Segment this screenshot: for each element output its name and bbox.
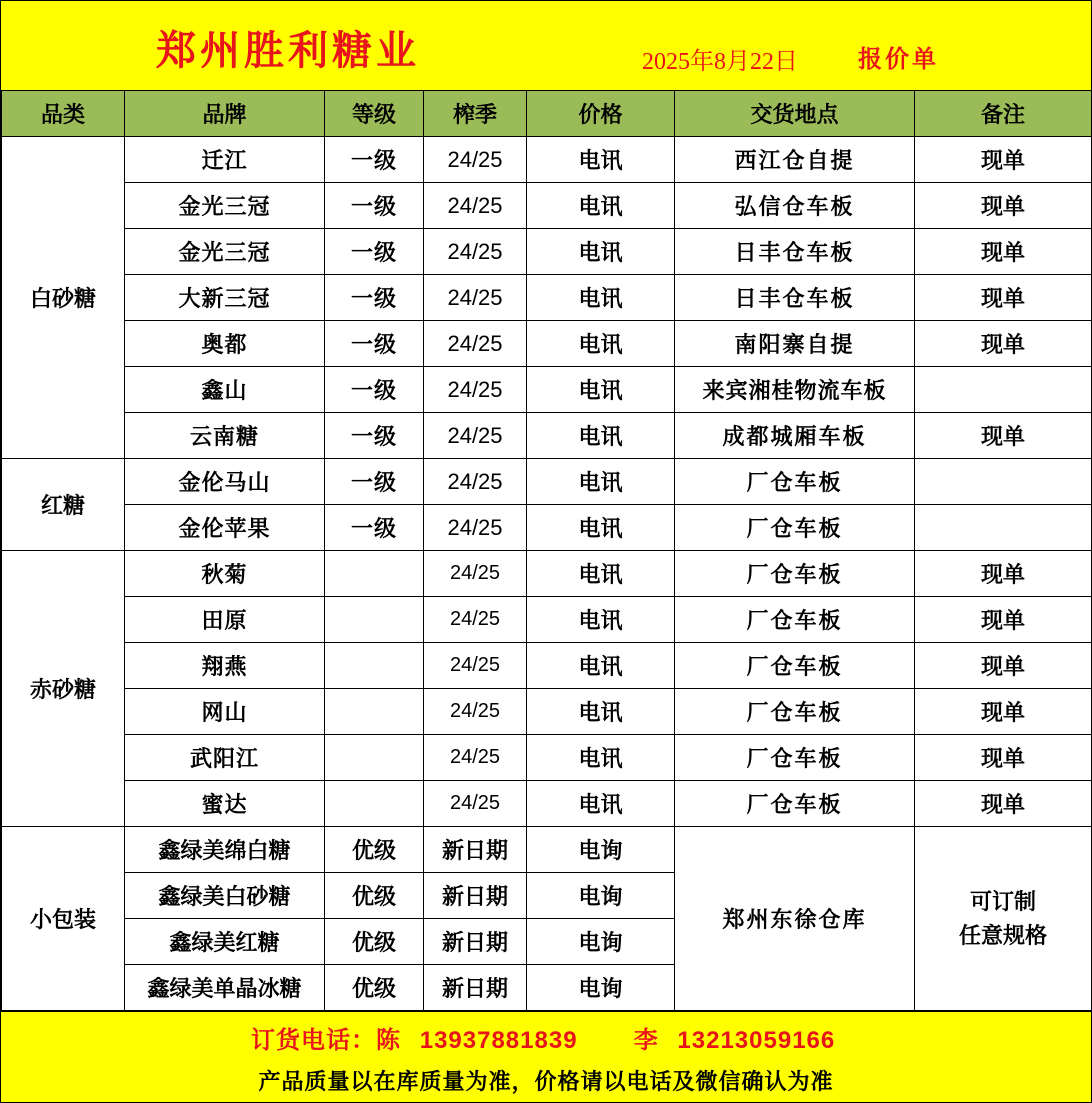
order-contact-bar <box>1 1011 1091 1058</box>
table-row <box>2 551 1092 597</box>
grade-cell: 优级 <box>325 919 424 965</box>
season-cell: 24/25 <box>424 229 527 275</box>
price-cell: 电讯 <box>527 459 675 505</box>
grade-cell: 一级 <box>325 505 424 551</box>
note-line: 可订制 <box>969 888 1036 915</box>
phone-li[interactable]: 13213059166 <box>677 1027 836 1054</box>
delivery-place-cell: 南阳寨自提 <box>675 321 915 367</box>
note-cell: 现单 <box>915 643 1092 689</box>
season-cell: 24/25 <box>424 597 527 643</box>
price-cell: 电询 <box>527 873 675 919</box>
price-cell: 电讯 <box>527 183 675 229</box>
brand-cell: 大新三冠 <box>125 275 325 321</box>
brand-cell: 田原 <box>125 597 325 643</box>
category-cell: 赤砂糖 <box>2 551 125 827</box>
table-row <box>2 137 1092 183</box>
note-cell: 现单 <box>915 413 1092 459</box>
column-header-row <box>2 91 1092 137</box>
category-cell: 红糖 <box>2 459 125 551</box>
season-cell: 24/25 <box>424 735 527 781</box>
table-row <box>2 643 1092 689</box>
delivery-place-cell: 西江仓自提 <box>675 137 915 183</box>
season-cell: 新日期 <box>424 827 527 873</box>
season-cell: 新日期 <box>424 965 527 1011</box>
table-row <box>2 827 1092 873</box>
delivery-place-cell: 厂仓车板 <box>675 551 915 597</box>
note-cell: 现单 <box>915 597 1092 643</box>
note-cell: 现单 <box>915 321 1092 367</box>
brand-cell: 金光三冠 <box>125 229 325 275</box>
brand-cell: 鑫山 <box>125 367 325 413</box>
price-cell: 电讯 <box>527 735 675 781</box>
brand-cell: 云南糖 <box>125 413 325 459</box>
delivery-place-cell: 厂仓车板 <box>675 781 915 827</box>
delivery-place-cell: 厂仓车板 <box>675 689 915 735</box>
season-cell: 24/25 <box>424 413 527 459</box>
season-cell: 24/25 <box>424 183 527 229</box>
grade-cell <box>325 781 424 827</box>
grade-cell <box>325 551 424 597</box>
disclaimer-bar <box>1 1057 1091 1102</box>
delivery-place-cell: 厂仓车板 <box>675 735 915 781</box>
brand-cell: 奥都 <box>125 321 325 367</box>
table-row <box>2 459 1092 505</box>
price-cell: 电讯 <box>527 413 675 459</box>
price-cell: 电讯 <box>527 321 675 367</box>
brand-cell: 鑫绿美红糖 <box>125 919 325 965</box>
note-cell: 现单 <box>915 689 1092 735</box>
price-cell: 电询 <box>527 919 675 965</box>
note-cell <box>915 827 1092 1011</box>
disclaimer-text: 产品质量以在库质量为准，价格请以电话及微信确认为准 <box>258 1069 834 1095</box>
delivery-place-cell: 来宾湘桂物流车板 <box>675 367 915 413</box>
delivery-place-cell: 厂仓车板 <box>675 643 915 689</box>
contact-li-label: 李 <box>633 1025 659 1054</box>
category-cell: 白砂糖 <box>2 137 125 459</box>
order-contact-line <box>251 1020 835 1055</box>
note-cell <box>915 505 1092 551</box>
table-row <box>2 781 1092 827</box>
price-cell: 电讯 <box>527 643 675 689</box>
brand-cell: 金伦马山 <box>125 459 325 505</box>
brand-cell: 鑫绿美白砂糖 <box>125 873 325 919</box>
table-row <box>2 275 1092 321</box>
delivery-place-cell: 郑州东徐仓库 <box>675 827 915 1011</box>
column-header-brand: 品牌 <box>125 91 325 137</box>
season-cell: 24/25 <box>424 689 527 735</box>
column-header-delivery-place: 交货地点 <box>675 91 915 137</box>
note-cell: 现单 <box>915 781 1092 827</box>
price-cell: 电讯 <box>527 689 675 735</box>
delivery-place-cell: 日丰仓车板 <box>675 229 915 275</box>
season-cell: 24/25 <box>424 367 527 413</box>
price-table <box>1 90 1092 1011</box>
price-cell: 电讯 <box>527 781 675 827</box>
column-header-category: 品类 <box>2 91 125 137</box>
column-header-season: 榨季 <box>424 91 527 137</box>
phone-chen[interactable]: 13937881839 <box>419 1027 578 1054</box>
order-label: 订货电话：陈 <box>251 1025 401 1054</box>
grade-cell: 优级 <box>325 827 424 873</box>
column-header-grade: 等级 <box>325 91 424 137</box>
table-row <box>2 689 1092 735</box>
season-cell: 新日期 <box>424 919 527 965</box>
note-line: 任意规格 <box>958 922 1047 949</box>
season-cell: 24/25 <box>424 781 527 827</box>
delivery-place-cell: 厂仓车板 <box>675 505 915 551</box>
season-cell: 24/25 <box>424 551 527 597</box>
grade-cell: 一级 <box>325 275 424 321</box>
table-row <box>2 321 1092 367</box>
grade-cell <box>325 689 424 735</box>
season-cell: 24/25 <box>424 275 527 321</box>
column-header-note: 备注 <box>915 91 1092 137</box>
grade-cell: 优级 <box>325 965 424 1011</box>
price-cell: 电讯 <box>527 367 675 413</box>
grade-cell: 一级 <box>325 459 424 505</box>
column-header-price: 价格 <box>527 91 675 137</box>
table-row <box>2 735 1092 781</box>
table-row <box>2 413 1092 459</box>
delivery-place-cell: 厂仓车板 <box>675 597 915 643</box>
grade-cell: 一级 <box>325 413 424 459</box>
quote-date: 2025年8月22日 <box>642 49 798 75</box>
price-cell: 电讯 <box>527 551 675 597</box>
grade-cell: 一级 <box>325 367 424 413</box>
note-cell: 现单 <box>915 229 1092 275</box>
brand-cell: 金伦苹果 <box>125 505 325 551</box>
season-cell: 24/25 <box>424 505 527 551</box>
grade-cell: 一级 <box>325 321 424 367</box>
brand-cell: 鑫绿美单晶冰糖 <box>125 965 325 1011</box>
price-cell: 电讯 <box>527 229 675 275</box>
brand-cell: 武阳江 <box>125 735 325 781</box>
note-cell <box>915 367 1092 413</box>
season-cell: 24/25 <box>424 321 527 367</box>
delivery-place-cell: 日丰仓车板 <box>675 275 915 321</box>
note-cell <box>915 459 1092 505</box>
brand-cell: 蜜达 <box>125 781 325 827</box>
grade-cell: 一级 <box>325 137 424 183</box>
category-cell: 小包装 <box>2 827 125 1011</box>
note-cell: 现单 <box>915 137 1092 183</box>
note-cell: 现单 <box>915 551 1092 597</box>
grade-cell: 优级 <box>325 873 424 919</box>
note-cell: 现单 <box>915 735 1092 781</box>
price-cell: 电讯 <box>527 505 675 551</box>
grade-cell: 一级 <box>325 229 424 275</box>
delivery-place-cell: 厂仓车板 <box>675 459 915 505</box>
document-type: 报价单 <box>858 44 939 73</box>
price-cell: 电讯 <box>527 275 675 321</box>
brand-cell: 网山 <box>125 689 325 735</box>
brand-cell: 鑫绿美绵白糖 <box>125 827 325 873</box>
title-banner <box>1 1 1091 91</box>
delivery-place-cell: 弘信仓车板 <box>675 183 915 229</box>
price-cell: 电询 <box>527 827 675 873</box>
grade-cell: 一级 <box>325 183 424 229</box>
price-cell: 电询 <box>527 965 675 1011</box>
grade-cell <box>325 597 424 643</box>
table-row <box>2 229 1092 275</box>
season-cell: 24/25 <box>424 137 527 183</box>
season-cell: 新日期 <box>424 873 527 919</box>
grade-cell <box>325 735 424 781</box>
brand-cell: 金光三冠 <box>125 183 325 229</box>
company-name: 郑州胜利糖业 <box>156 27 420 74</box>
season-cell: 24/25 <box>424 643 527 689</box>
table-row <box>2 505 1092 551</box>
table-row <box>2 183 1092 229</box>
delivery-place-cell: 成都城厢车板 <box>675 413 915 459</box>
price-cell: 电讯 <box>527 597 675 643</box>
table-row <box>2 367 1092 413</box>
note-cell: 现单 <box>915 275 1092 321</box>
brand-cell: 迁江 <box>125 137 325 183</box>
note-cell: 现单 <box>915 183 1092 229</box>
brand-cell: 秋菊 <box>125 551 325 597</box>
grade-cell <box>325 643 424 689</box>
price-cell: 电讯 <box>527 137 675 183</box>
brand-cell: 翔燕 <box>125 643 325 689</box>
season-cell: 24/25 <box>424 459 527 505</box>
table-row <box>2 597 1092 643</box>
